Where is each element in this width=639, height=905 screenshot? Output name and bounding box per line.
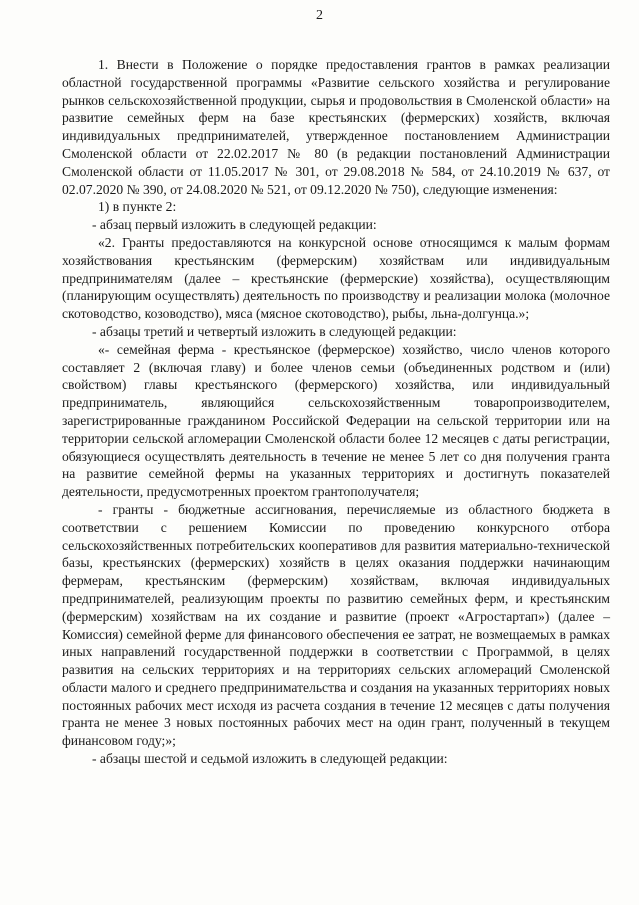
document-body — [62, 56, 610, 768]
paragraph-amendment-intro: 1. Внести в Положение о порядке предоставления грантов в рамках реализации областной государственной программы «Развитие сельского хозяйства и регулирование рынков сельскохозяйственной продукции, сырья и продовольствия в Смоленской области» на развитие семейных ферм на базе крестьянских (фермерских) хозяйств, включая индивидуальных предпринимателей, утвержденное постановлением Администрации Смоленской области от 22.02.2017 № 80 (в редакции постановлений Администрации Смоленской области от 11.05.2017 № 301, от 29.08.2018 № 584, от 24.10.2019 № 637, от 02.07.2020 № 390, от 24.08.2020 № 521, от 09.12.2020 № 750), следующие изменения: — [62, 57, 610, 197]
paragraph-first-abstract-instruction: - абзац первый изложить в следующей редакции: — [92, 217, 377, 233]
paragraph-third-fourth-instruction: - абзацы третий и четвертый изложить в следующей редакции: — [92, 323, 457, 339]
paragraph-sixth-seventh-instruction: - абзацы шестой и седьмой изложить в следующей редакции: — [92, 751, 448, 767]
paragraph-family-farm-definition: «- семейная ферма - крестьянское (фермерское) хозяйство, число членов которого составляет 2 (включая главу) и более членов семьи (объединенных родством и (или) свойством) главы крестьянского (фермерского) хозяйства, или индивидуальный предприниматель, являющийся сельскохозяйственным товаропроизводителем, зарегистрированные гражданином Российской Федерации на сельской территории или на территории сельской агломерации Смоленской области более 12 месяцев с даты регистрации, обязующиеся осуществлять деятельность в течение не менее 5 лет со дня получения гранта на развитие семейной фермы на указанных территориях и достигнуть показателей деятельности, предусмотренных проектом грантополучателя; — [62, 341, 610, 500]
page-number: 2 — [316, 8, 323, 23]
paragraph-grants-provision: «2. Гранты предоставляются на конкурсной основе относящимся к малым формам хозяйствования крестьянским (фермерским) хозяйствам или индивидуальным предпринимателям (далее – крестьянские (фермерские) хозяйства), осуществляющим (планирующим осуществлять) деятельность по производству и реализации молока (молочное скотоводство, козоводство), мяса (мясное скотоводство), рыбы, льна-долгунца.»; — [62, 234, 610, 322]
paragraph-point-2: 1) в пункте 2: — [98, 199, 177, 215]
paragraph-grants-definition: - гранты - бюджетные ассигнования, перечисляемые из областного бюджета в соответствии с решением Комиссии по проведению конкурсного отбора сельскохозяйственных потребительских кооперативов для развития материально-технической базы, крестьянских (фермерских) хозяйств в целях оказания поддержки начинающим фермерам, крестьянским (фермерским) хозяйствам, включая индивидуальных предпринимателей, реализующим проекты по развитию семейных ферм, и крестьянским (фермерским) хозяйствам на их создание и развитие (проект «Агростартап») (далее – Комиссия) семейной ферме для финансового обеспечения ее затрат, не возмещаемых в рамках иных направлений государственной поддержки в соответствии с Программой, в целях развития на сельских территориях и на территориях сельских агломераций Смоленской области малого и среднего предпринимательства и создания на указанных территориях новых постоянных рабочих мест исходя из расчета создания в течение 12 месяцев с даты получения гранта не менее 3 новых постоянных рабочих мест на один грант, полученный в текущем финансовом году;»; — [62, 501, 610, 749]
